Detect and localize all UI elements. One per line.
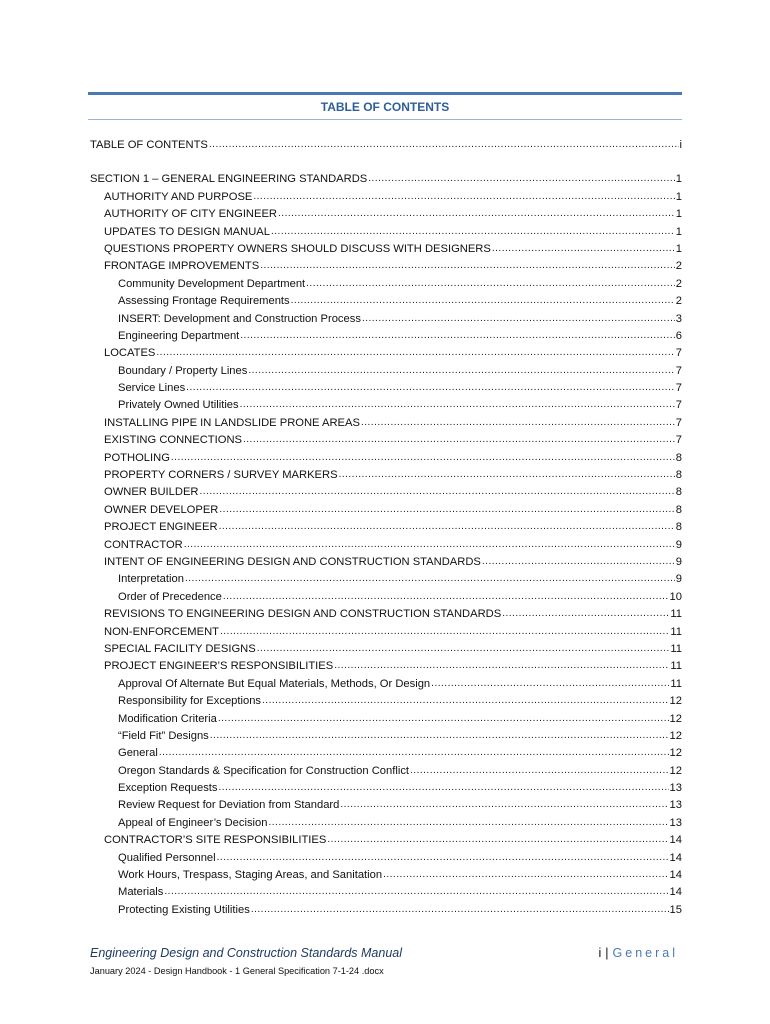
toc-dot-leader: [253, 188, 674, 205]
toc-entry[interactable]: [90, 780, 682, 797]
toc-dot-leader: [240, 327, 674, 344]
toc-entry-label: REVISIONS TO ENGINEERING DESIGN AND CONSTRUCTION STANDARDS: [104, 608, 502, 621]
toc-entry-label: Appeal of Engineer’s Decision: [118, 816, 268, 829]
toc-entry-label: PROJECT ENGINEER’S RESPONSIBILITIES: [104, 660, 334, 673]
toc-dot-leader: [334, 657, 669, 674]
toc-dot-leader: [291, 292, 675, 309]
toc-dot-leader: [223, 588, 669, 605]
toc-entry-page: 7: [675, 399, 682, 412]
toc-entry[interactable]: [90, 571, 682, 588]
toc-entry-page: 3: [675, 312, 682, 325]
toc-dot-leader: [159, 744, 669, 761]
toc-entry[interactable]: [90, 763, 682, 780]
toc-entry-page: 11: [670, 660, 682, 673]
toc-entry-page: 8: [675, 521, 682, 534]
toc-dot-leader: [218, 710, 669, 727]
toc-dot-leader: [278, 205, 675, 222]
toc-entry[interactable]: [90, 554, 682, 571]
toc-entry-label: POTHOLING: [104, 451, 170, 464]
toc-dot-leader: [362, 310, 675, 327]
toc-entry[interactable]: [90, 224, 682, 241]
toc-dot-leader: [184, 536, 675, 553]
toc-entry[interactable]: [90, 537, 682, 554]
toc-entry-label: Materials: [118, 886, 164, 899]
toc-entry-page: 6: [675, 329, 682, 342]
toc-entry[interactable]: [90, 171, 682, 188]
toc-entry-label: LOCATES: [104, 347, 156, 360]
toc-entry-label: OWNER DEVELOPER: [104, 503, 219, 516]
toc-entry[interactable]: [90, 415, 682, 432]
toc-entry[interactable]: [90, 832, 682, 849]
footer-section: General: [612, 946, 678, 960]
toc-entry[interactable]: [90, 432, 682, 449]
toc-entry-page: 9: [675, 573, 682, 586]
toc-dot-leader: [340, 796, 668, 813]
toc-entry-label: General: [118, 747, 158, 760]
toc-entry-page: 11: [670, 642, 682, 655]
toc-entry-label: Exception Requests: [118, 782, 218, 795]
toc-entry[interactable]: [90, 797, 682, 814]
toc-dot-leader: [243, 431, 675, 448]
toc-entry-page: 2: [675, 277, 682, 290]
toc-entry[interactable]: [90, 519, 682, 536]
table-of-contents: [90, 137, 682, 919]
toc-dot-leader: [199, 483, 674, 500]
toc-dot-leader: [492, 240, 675, 257]
footer-separator: |: [605, 946, 609, 960]
toc-entry-page: 2: [675, 295, 682, 308]
toc-entry-page: 12: [669, 764, 682, 777]
toc-entry[interactable]: [90, 293, 682, 310]
toc-dot-leader: [431, 675, 669, 692]
toc-dot-leader: [217, 849, 669, 866]
toc-entry-label: SPECIAL FACILITY DESIGNS: [104, 642, 256, 655]
toc-entry-label: INSTALLING PIPE IN LANDSLIDE PRONE AREAS: [104, 416, 360, 429]
toc-entry-label: AUTHORITY AND PURPOSE: [104, 190, 253, 203]
footer-page-number: i: [598, 946, 602, 960]
toc-dot-leader: [219, 779, 669, 796]
toc-dot-leader: [339, 466, 675, 483]
toc-entry[interactable]: [90, 467, 682, 484]
toc-entry-page: 7: [675, 347, 682, 360]
toc-entry-label: TABLE OF CONTENTS: [90, 139, 208, 151]
toc-entry-page: 12: [669, 712, 682, 725]
toc-dot-leader: [209, 136, 679, 153]
toc-entry-label: Privately Owned Utilities: [118, 399, 239, 412]
toc-dot-leader: [186, 379, 675, 396]
toc-entry-label: PROJECT ENGINEER: [104, 521, 218, 534]
toc-entry-label: INTENT OF ENGINEERING DESIGN AND CONSTRUCTION STANDARDS: [104, 555, 481, 568]
toc-entry[interactable]: [90, 258, 682, 275]
toc-entry[interactable]: [90, 711, 682, 728]
toc-entry-label: FRONTAGE IMPROVEMENTS: [104, 260, 260, 273]
toc-entry[interactable]: [90, 902, 682, 919]
footer-file-note: January 2024 - Design Handbook - 1 General Specification 7-1-24 .docx: [90, 966, 384, 976]
toc-entry-page: 7: [675, 434, 682, 447]
toc-entry-label: Qualified Personnel: [118, 851, 216, 864]
toc-entry-label: Responsibility for Exceptions: [118, 695, 262, 708]
toc-entry-label: CONTRACTOR: [104, 538, 183, 551]
toc-entry-page: 10: [669, 590, 682, 603]
toc-entry[interactable]: [90, 867, 682, 884]
toc-entry[interactable]: [90, 676, 682, 693]
toc-entry[interactable]: [90, 328, 682, 345]
toc-entry[interactable]: [90, 589, 682, 606]
toc-entry[interactable]: [90, 728, 682, 745]
toc-entry[interactable]: [90, 276, 682, 293]
toc-entry-label: INSERT: Development and Construction Process: [118, 312, 361, 325]
toc-entry[interactable]: [90, 137, 682, 154]
toc-entry[interactable]: [90, 693, 682, 710]
toc-entry[interactable]: [90, 606, 682, 623]
toc-dot-leader: [502, 605, 669, 622]
toc-entry-page: 8: [675, 451, 682, 464]
toc-entry[interactable]: [90, 641, 682, 658]
toc-dot-leader: [171, 449, 675, 466]
toc-entry-page: 14: [669, 886, 682, 899]
toc-entry[interactable]: [90, 624, 682, 641]
toc-entry[interactable]: [90, 311, 682, 328]
toc-entry[interactable]: [90, 850, 682, 867]
heading-underline: [88, 119, 682, 120]
toc-entry-page: 12: [669, 729, 682, 742]
toc-entry[interactable]: [90, 658, 682, 675]
toc-entry-page: 2: [675, 260, 682, 273]
toc-entry-label: Protecting Existing Utilities: [118, 903, 250, 916]
toc-dot-leader: [383, 866, 668, 883]
toc-entry[interactable]: [90, 363, 682, 380]
toc-entry-page: 14: [669, 869, 682, 882]
toc-entry-label: Community Development Department: [118, 277, 306, 290]
toc-entry[interactable]: [90, 450, 682, 467]
toc-entry[interactable]: [90, 206, 682, 223]
toc-entry-label: PROPERTY CORNERS / SURVEY MARKERS: [104, 469, 338, 482]
toc-entry-label: QUESTIONS PROPERTY OWNERS SHOULD DISCUSS WITH DESIGNERS: [104, 242, 491, 255]
toc-entry[interactable]: [90, 380, 682, 397]
toc-entry-page: 1: [675, 173, 682, 186]
toc-entry-page: 1: [675, 242, 682, 255]
toc-entry-label: Interpretation: [118, 573, 184, 586]
toc-entry-page: 14: [669, 851, 682, 864]
toc-entry-label: EXISTING CONNECTIONS: [104, 434, 242, 447]
toc-entry-label: Work Hours, Trespass, Staging Areas, and Sanitation: [118, 869, 383, 882]
toc-dot-leader: [260, 257, 675, 274]
toc-entry-page: 7: [675, 416, 682, 429]
toc-entry[interactable]: [90, 484, 682, 501]
toc-entry[interactable]: [90, 815, 682, 832]
toc-dot-leader: [368, 170, 675, 187]
toc-dot-leader: [248, 362, 674, 379]
toc-entry[interactable]: [90, 189, 682, 206]
toc-entry-page: 8: [675, 503, 682, 516]
toc-entry-page: 7: [675, 364, 682, 377]
toc-entry-page: 14: [669, 834, 682, 847]
toc-entry-label: Oregon Standards & Specification for Construction Conflict: [118, 764, 410, 777]
toc-entry-page: 13: [669, 782, 682, 795]
toc-entry-page: 1: [675, 208, 682, 221]
toc-entry[interactable]: [90, 397, 682, 414]
toc-dot-leader: [164, 883, 668, 900]
toc-dot-leader: [361, 414, 675, 431]
toc-dot-leader: [185, 570, 675, 587]
toc-entry-label: OWNER BUILDER: [104, 486, 199, 499]
toc-entry-label: “Field Fit” Designs: [118, 729, 209, 742]
toc-entry-page: 9: [675, 538, 682, 551]
toc-entry-page: 12: [669, 695, 682, 708]
toc-entry-label: SECTION 1 – GENERAL ENGINEERING STANDARDS: [90, 173, 368, 186]
toc-entry[interactable]: [90, 745, 682, 762]
toc-dot-leader: [327, 831, 668, 848]
toc-entry-label: Review Request for Deviation from Standard: [118, 799, 340, 812]
toc-entry-page: 8: [675, 469, 682, 482]
toc-entry-label: Approval Of Alternate But Equal Materials, Methods, Or Design: [118, 677, 431, 690]
toc-entry-label: Engineering Department: [118, 329, 240, 342]
footer-title: Engineering Design and Construction Standards Manual: [90, 946, 402, 960]
toc-entry-page: 12: [669, 747, 682, 760]
toc-entry-label: UPDATES TO DESIGN MANUAL: [104, 225, 270, 238]
toc-heading: TABLE OF CONTENTS: [320, 100, 450, 114]
toc-entry[interactable]: [90, 241, 682, 258]
toc-entry-label: CONTRACTOR’S SITE RESPONSIBILITIES: [104, 834, 327, 847]
toc-entry[interactable]: [90, 884, 682, 901]
toc-entry-page: 11: [670, 625, 682, 638]
toc-entry-page: 15: [669, 903, 682, 916]
toc-entry[interactable]: [90, 345, 682, 362]
toc-entry-page: i: [679, 139, 682, 151]
footer-page-indicator: [598, 946, 678, 960]
toc-dot-leader: [410, 762, 669, 779]
toc-dot-leader: [220, 623, 669, 640]
toc-dot-leader: [482, 553, 675, 570]
toc-dot-leader: [219, 518, 675, 535]
toc-dot-leader: [271, 223, 675, 240]
toc-entry-label: Assessing Frontage Requirements: [118, 295, 290, 308]
header-rule: [88, 92, 682, 95]
toc-entry-page: 11: [670, 677, 682, 690]
toc-entry-page: 7: [675, 382, 682, 395]
toc-dot-leader: [262, 692, 669, 709]
toc-dot-leader: [156, 344, 674, 361]
toc-dot-leader: [251, 901, 669, 918]
toc-dot-leader: [240, 396, 675, 413]
toc-dot-leader: [268, 814, 668, 831]
toc-entry-page: 1: [675, 225, 682, 238]
toc-entry-label: Service Lines: [118, 382, 186, 395]
toc-dot-leader: [219, 501, 674, 518]
toc-dot-leader: [210, 727, 669, 744]
toc-entry-page: 11: [670, 608, 682, 621]
toc-entry-page: 9: [675, 555, 682, 568]
toc-entry-label: NON-ENFORCEMENT: [104, 625, 219, 638]
toc-dot-leader: [257, 640, 670, 657]
toc-entry[interactable]: [90, 502, 682, 519]
toc-entry-page: 8: [675, 486, 682, 499]
toc-entry-label: Modification Criteria: [118, 712, 217, 725]
toc-entry-label: Order of Precedence: [118, 590, 222, 603]
toc-entry-label: AUTHORITY OF CITY ENGINEER: [104, 208, 278, 221]
toc-dot-leader: [306, 275, 675, 292]
toc-entry-page: 1: [675, 190, 682, 203]
toc-entry-label: Boundary / Property Lines: [118, 364, 248, 377]
toc-entry-page: 13: [669, 799, 682, 812]
toc-entry-page: 13: [669, 816, 682, 829]
